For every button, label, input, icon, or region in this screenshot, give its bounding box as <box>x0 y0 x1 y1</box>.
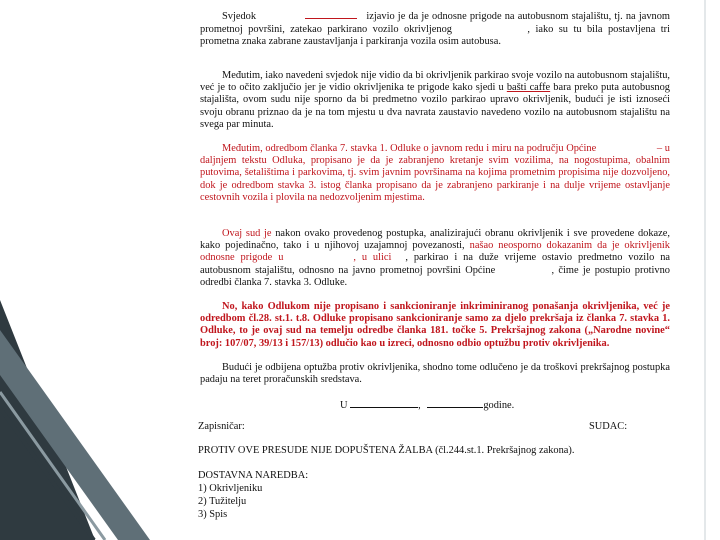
redacted-field <box>305 9 357 19</box>
delivery-item-3: 3) Spis <box>198 509 228 520</box>
delivery-item-2: 2) Tužitelju <box>198 496 247 507</box>
date-blank <box>427 398 483 408</box>
delivery-item-1: 1) Okrivljeniku <box>198 483 263 494</box>
document-page <box>162 9 677 526</box>
paragraph-witness: Svjedok izjavio je da je odnosne prigode na autobusnom stajalištu, tj. na javnom prometnoj površini, zatekao parkirano vozilo okrivljenog , iako su tu bila postavljena tri prometna znaka zabrane zaustavljanja i parkiranja vozila osim autobusa. <box>200 11 670 48</box>
paragraph-ordinance: Međutim, odredbom članka 7. stavka 1. Odluke o javnom redu i miru na području Općine – u daljnjem tekstu Odluka, propisano je da je zabranjeno kretanje svim vozilima, na nogostupima, obalnim putovima, šetalištima i parkovima, tj. svim javnim površinama na kojima prometnim propisima nije dozvoljeno, dok je odredbom stavka 3. istog članka propisano da je zabranjeno parkiranje i na dulje vrijeme ostavljanje cestovnih vozila i plovila na nedozvoljenim mjestima. <box>200 143 670 203</box>
paragraph-court-finding: Ovaj sud je nakon ovako provedenog postupka, analizirajući obranu okrivljenik i sve provedene dokaze, kako pojedinačno, tako i u njihovoj uzajamnoj povezanosti, našao neosporno dokazanim da je okrivljenik odnosne prigode u , u ulici , parkirao i na duže vrijeme ostavio predmetno vozilo na autobusnom stajalištu, odnosno na javno prometnoj površini Općine , čime je postupio protivno odredbi članka 7. stavka 3. Odluke. <box>200 228 671 288</box>
judge-label: SUDAC: <box>589 421 628 432</box>
delivery-order-title: DOSTAVNA NAREDBA: <box>198 470 309 481</box>
no-appeal-notice: PROTIV OVE PRESUDE NIJE DOPUŠTENA ŽALBA (čl.244.st.1. Prekršajnog zakona). <box>198 445 575 456</box>
paragraph-conclusion: No, kako Odlukom nije propisano i sankcioniranje inkriminiranog ponašanja okrivljenika, već je odredbom čl.28. st.1. t.8. Odluke propisano sankcioniranje samo za djelo prekršaja iz članka 7. stavka 1. Odluke, to je ovaj sud na temelju odredbe članka 181. točke 5. Prekršajnog zakona („Narodne novine“ broj: 107/07, 39/13 i 157/13) odlučio kao u izreci, odnosno odbio optužbu protiv okrivljenika. <box>200 301 670 349</box>
paragraph-costs: Budući je odbijena optužba protiv okrivljenika, shodno tome odlučeno je da troškovi prekršajnog postupka padaju na teret proračunskih sredstava. <box>200 362 670 386</box>
place-date-line: U , godine. <box>340 400 515 411</box>
place-blank <box>350 398 418 408</box>
redacted-field <box>457 23 527 32</box>
clerk-label: Zapisničar: <box>198 421 245 432</box>
paragraph-however: Međutim, iako navedeni svjedok nije vidio da bi okrivljenik parkirao svoje vozilo na autobusnom stajalištu, već je to očito zaključio jer je vidio okrivljenika te prigode kako sjedi u bašti caffe bara preko puta autobusnog stajališta, ovom sudu nije sporno da bi predmetno vozilo parkirao upravo okrivljenik, budući je isti iznoseći svoju obranu priznao da je na tom mjestu u dva navrata zaustavio navedeno vozilo na autobusnom stajalištu na svega par minuta. <box>200 70 670 130</box>
